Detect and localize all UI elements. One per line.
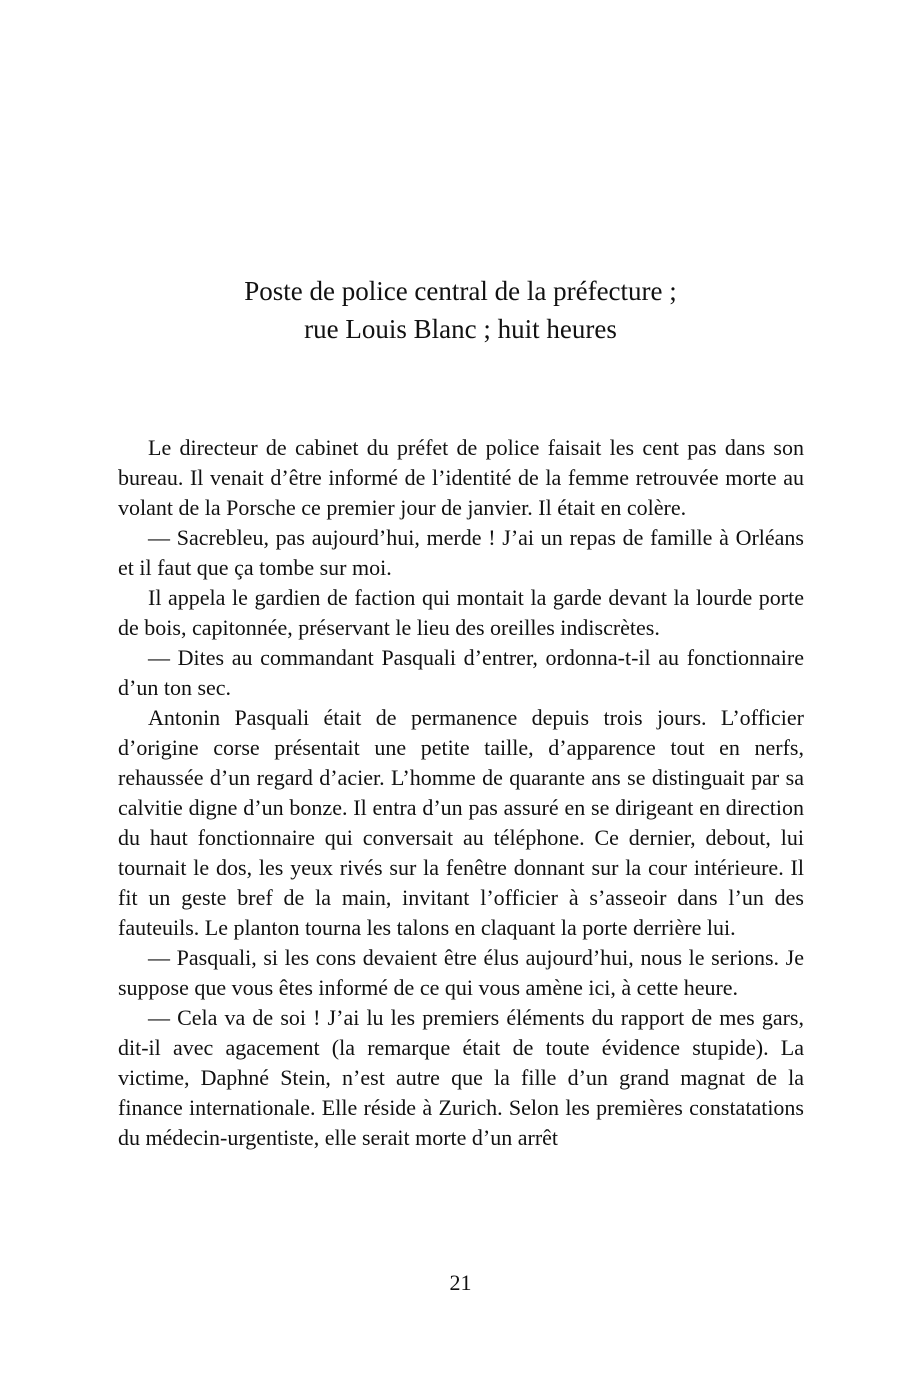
- body-text: [118, 433, 804, 1153]
- dialogue-paragraph: — Dites au commandant Pasquali d’entrer, ordonna-t-il au fonctionnaire d’un ton sec.: [118, 645, 804, 700]
- paragraph: Antonin Pasquali était de permanence depuis trois jours. L’officier d’origine corse présentait une petite taille, d’apparence tout en nerfs, rehaussée d’un regard d’acier. L’homme de quarante ans se distinguait par sa calvitie digne d’un bonze. Il entra d’un pas assuré en se dirigeant en direction du haut fonctionnaire qui conversait au téléphone. Ce dernier, debout, lui tournait le dos, les yeux rivés sur la fenêtre donnant sur la cour intérieure. Il fit un geste bref de la main, invitant l’officier à s’asseoir dans l’un des fauteuils. Le planton tourna les talons en claquant la porte derrière lui.: [118, 705, 804, 940]
- chapter-title: [0, 272, 921, 348]
- chapter-title-line-2: rue Louis Blanc ; huit heures: [304, 314, 617, 344]
- dialogue-paragraph: — Pasquali, si les cons devaient être élus aujourd’hui, nous le serions. Je suppose que vous êtes informé de ce qui vous amène ici, à cette heure.: [118, 945, 804, 1000]
- paragraph: Le directeur de cabinet du préfet de police faisait les cent pas dans son bureau. Il venait d’être informé de l’identité de la femme retrouvée morte au volant de la Porsche ce premier jour de janvier. Il était en colère.: [118, 435, 804, 520]
- paragraph: Il appela le gardien de faction qui montait la garde devant la lourde porte de bois, capitonnée, préservant le lieu des oreilles indiscrètes.: [118, 585, 804, 640]
- dialogue-paragraph: — Cela va de soi ! J’ai lu les premiers éléments du rapport de mes gars, dit-il avec agacement (la remarque était de toute évidence stupide). La victime, Daphné Stein, n’est autre que la fille d’un grand magnat de la finance internationale. Elle réside à Zurich. Selon les premières constatations du médecin-urgentiste, elle serait morte d’un arrêt: [118, 1005, 804, 1150]
- chapter-title-line-1: Poste de police central de la préfecture ;: [244, 276, 677, 306]
- dialogue-paragraph: — Sacrebleu, pas aujourd’hui, merde ! J’ai un repas de famille à Orléans et il faut que ça tombe sur moi.: [118, 525, 804, 580]
- page-number: 21: [449, 1270, 472, 1295]
